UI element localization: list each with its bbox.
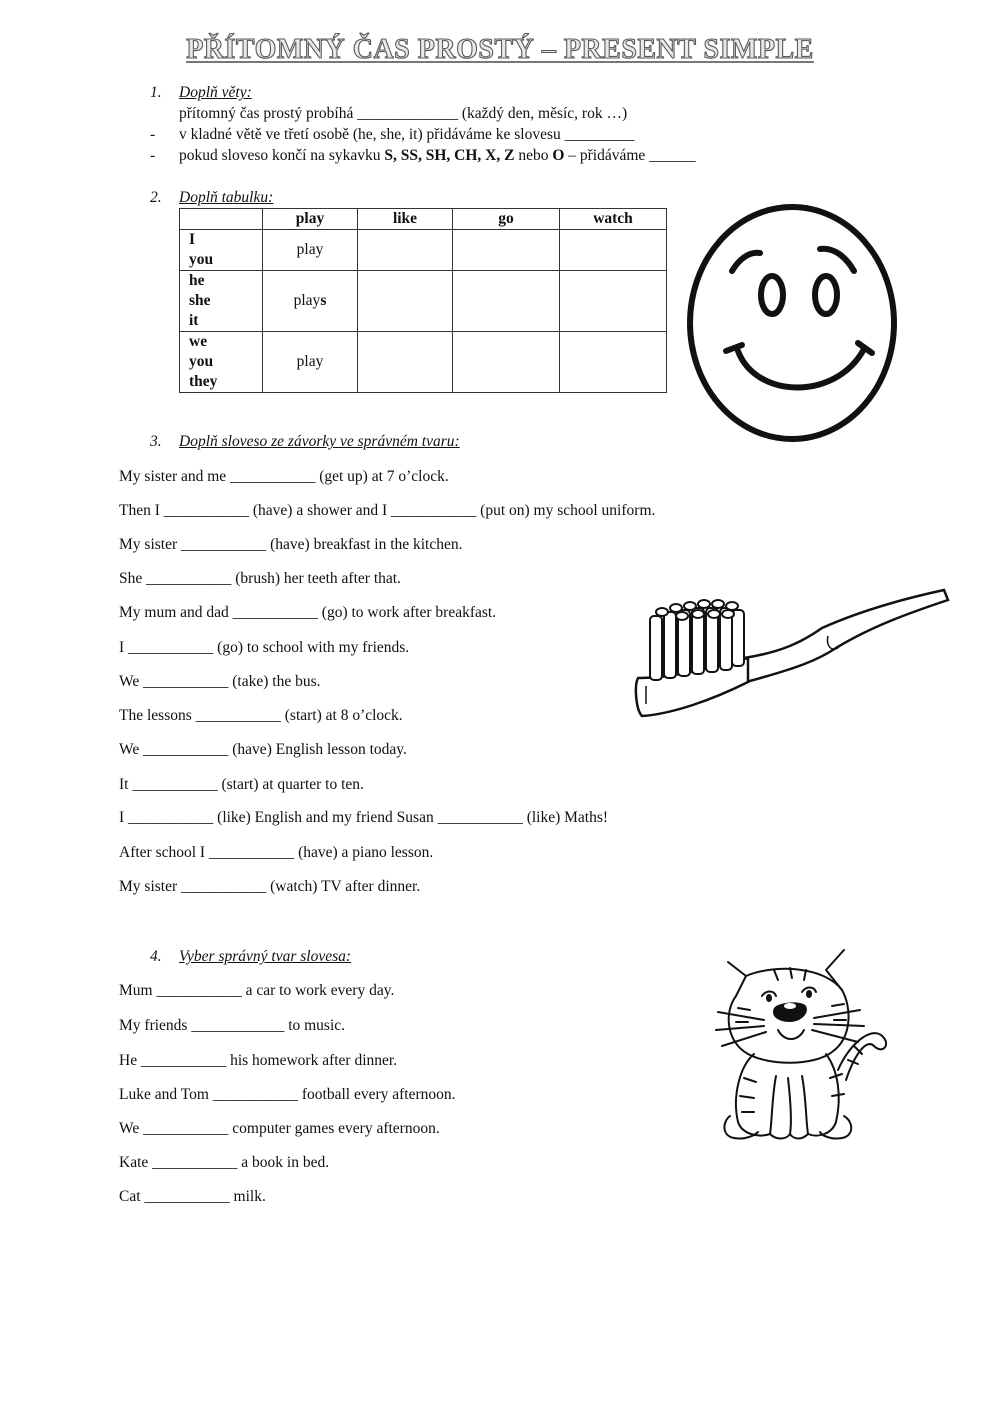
table-pronouns-cell: he she it	[180, 271, 263, 332]
section-1-line-1: přítomný čas prostý probíhá _____________ (každý den, měsíc, rok …)	[179, 105, 628, 122]
table-cell-watch[interactable]	[560, 230, 667, 271]
exercise-4-sentence: My friends ____________ to music.	[119, 1017, 346, 1034]
exercise-3-sentence: I ___________ (go) to school with my friends.	[119, 639, 410, 656]
table-cell-play: play	[263, 230, 358, 271]
toothbrush-icon	[632, 586, 952, 726]
exercise-3-sentence: The lessons ___________ (start) at 8 o’clock.	[119, 707, 403, 724]
table-row	[180, 271, 667, 332]
cat-icon	[714, 946, 894, 1146]
table-header-play: play	[263, 209, 358, 230]
table-cell-go[interactable]	[453, 230, 560, 271]
conjugation-table	[179, 208, 667, 393]
section-1-line-3: pokud sloveso končí na sykavku S, SS, SH, CH, X, Z nebo O – přidáváme ______	[179, 147, 696, 164]
exercise-3-sentence: My sister ___________ (have) breakfast in the kitchen.	[119, 536, 463, 553]
table-cell-play: play	[263, 332, 358, 393]
page-title: PŘÍTOMNÝ ČAS PROSTÝ – PRESENT SIMPLE	[186, 34, 814, 65]
table-cell-go[interactable]	[453, 271, 560, 332]
section-4-number: 4.	[150, 948, 162, 965]
exercise-3-sentence: We ___________ (take) the bus.	[119, 673, 321, 690]
table-header-empty	[180, 209, 263, 230]
table-header-go: go	[453, 209, 560, 230]
section-2-heading: Doplň tabulku:	[179, 189, 274, 206]
table-cell-play: plays	[263, 271, 358, 332]
table-header-like: like	[358, 209, 453, 230]
section-4-heading: Vyber správný tvar slovesa:	[179, 948, 352, 965]
table-header-watch: watch	[560, 209, 667, 230]
section-3-heading: Doplň sloveso ze závorky ve správném tvaru:	[179, 433, 460, 450]
section-1-dash-2: -	[150, 126, 156, 143]
section-3-number: 3.	[150, 433, 162, 450]
exercise-3-sentence: My mum and dad ___________ (go) to work after breakfast.	[119, 604, 497, 621]
table-pronouns-cell: I you	[180, 230, 263, 271]
table-cell-like[interactable]	[358, 230, 453, 271]
exercise-4-sentence: Kate ___________ a book in bed.	[119, 1154, 330, 1171]
table-header-row	[180, 209, 667, 230]
section-1-number: 1.	[150, 84, 162, 101]
exercise-3-sentence: My sister ___________ (watch) TV after dinner.	[119, 878, 421, 895]
exercise-4-sentence: We ___________ computer games every afternoon.	[119, 1120, 440, 1137]
table-cell-go[interactable]	[453, 332, 560, 393]
exercise-3-sentence: I ___________ (like) English and my friend Susan ___________ (like) Maths!	[119, 809, 609, 826]
exercise-3-sentence: My sister and me ___________ (get up) at 7 o’clock.	[119, 468, 449, 485]
exercise-3-sentence: She ___________ (brush) her teeth after that.	[119, 570, 401, 587]
smiley-face-icon	[686, 203, 898, 443]
exercise-4-sentence: He ___________ his homework after dinner.	[119, 1052, 398, 1069]
exercise-4-sentence: Mum ___________ a car to work every day.	[119, 982, 395, 999]
exercise-3-sentence: We ___________ (have) English lesson today.	[119, 741, 407, 758]
section-1-heading: Doplň věty:	[179, 84, 252, 101]
section-1-line-2: v kladné větě ve třetí osobě (he, she, it) přidáváme ke slovesu _________	[179, 126, 635, 143]
table-cell-like[interactable]	[358, 271, 453, 332]
table-row	[180, 332, 667, 393]
exercise-3-sentence: It ___________ (start) at quarter to ten.	[119, 776, 364, 793]
table-pronouns-cell: we you they	[180, 332, 263, 393]
table-cell-like[interactable]	[358, 332, 453, 393]
exercise-3-sentence: Then I ___________ (have) a shower and I ___________ (put on) my school uniform.	[119, 502, 656, 519]
section-2-number: 2.	[150, 189, 162, 206]
section-1-dash-3: -	[150, 147, 156, 164]
table-row	[180, 230, 667, 271]
table-cell-watch[interactable]	[560, 332, 667, 393]
table-cell-watch[interactable]	[560, 271, 667, 332]
exercise-4-sentence: Cat ___________ milk.	[119, 1188, 266, 1205]
exercise-3-sentence: After school I ___________ (have) a piano lesson.	[119, 844, 434, 861]
exercise-4-sentence: Luke and Tom ___________ football every afternoon.	[119, 1086, 456, 1103]
